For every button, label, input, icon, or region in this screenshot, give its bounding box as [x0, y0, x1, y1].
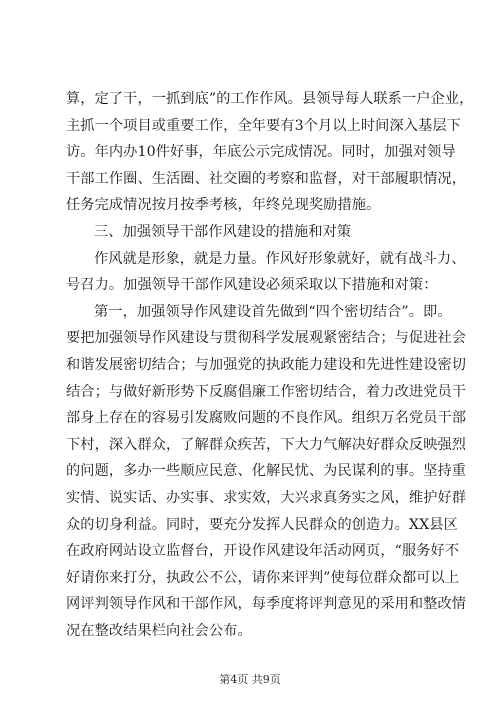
body-line: 的问题，多办一些顺应民意、化解民忧、为民谋利的事。坚持重: [66, 463, 467, 480]
body-line: 要把加强领导作风建设与贯彻科学发展观紧密结合；与促进社会: [66, 330, 467, 347]
body-line: 网评判领导作风和干部作风，每季度将评判意见的采用和整改情: [66, 596, 467, 613]
body-line: 号召力。加强领导干部作风建设必须采取以下措施和对策：: [66, 277, 438, 294]
body-line: 实情、说实话、办实事、求实效，大兴求真务实之风，维护好群: [66, 489, 467, 506]
body-line: 和谐发展密切结合；与加强党的执政能力建设和先进性建设密切: [66, 356, 467, 373]
body-line: 好请你来打分，执政公不公，请你来评判”使每位群众都可以上: [66, 569, 460, 586]
body-line: 众的切身利益。同时，要充分发挥人民群众的创造力。XX县区: [66, 516, 458, 533]
body-line: 部身上存在的容易引发腐败问题的不良作风。组织万名党员干部: [66, 410, 467, 427]
body-line: 算，定了干，一抓到底”的工作作风。县领导每人联系一户企业，: [66, 91, 474, 107]
body-line: 任务完成情况按月按季考核，年终兑现奖励措施。: [66, 197, 381, 214]
body-line: 干部工作圈、生活圈、社交圈的考察和监督，对干部履职情况，: [66, 170, 467, 187]
body-line: 访。年内办10件好事，年底公示完成情况。同时，加强对领导: [66, 144, 456, 161]
section-heading: 三、加强领导干部作风建设的措施和对策: [94, 223, 352, 240]
body-line: 况在整改结果栏向社会公布。: [66, 622, 252, 639]
body-line: 在政府网站设立监督台，开设作风建设年活动网页，“服务好不: [66, 543, 460, 560]
body-line: 主抓一个项目或重要工作，全年要有3个月以上时间深入基层下: [66, 117, 461, 134]
body-line: 下村，深入群众，了解群众疾苦，下大力气解决好群众反映强烈: [66, 436, 467, 453]
body-line: 结合；与做好新形势下反腐倡廉工作密切结合，着力改进党员干: [66, 383, 467, 400]
body-line: 第一，加强领导作风建设首先做到“四个密切结合”。即。: [94, 303, 452, 320]
body-line: 作风就是形象，就是力量。作风好形象就好，就有战斗力、: [94, 250, 466, 267]
document-body: [66, 86, 474, 644]
page-number-footer: 第4页 共9页: [219, 673, 281, 686]
